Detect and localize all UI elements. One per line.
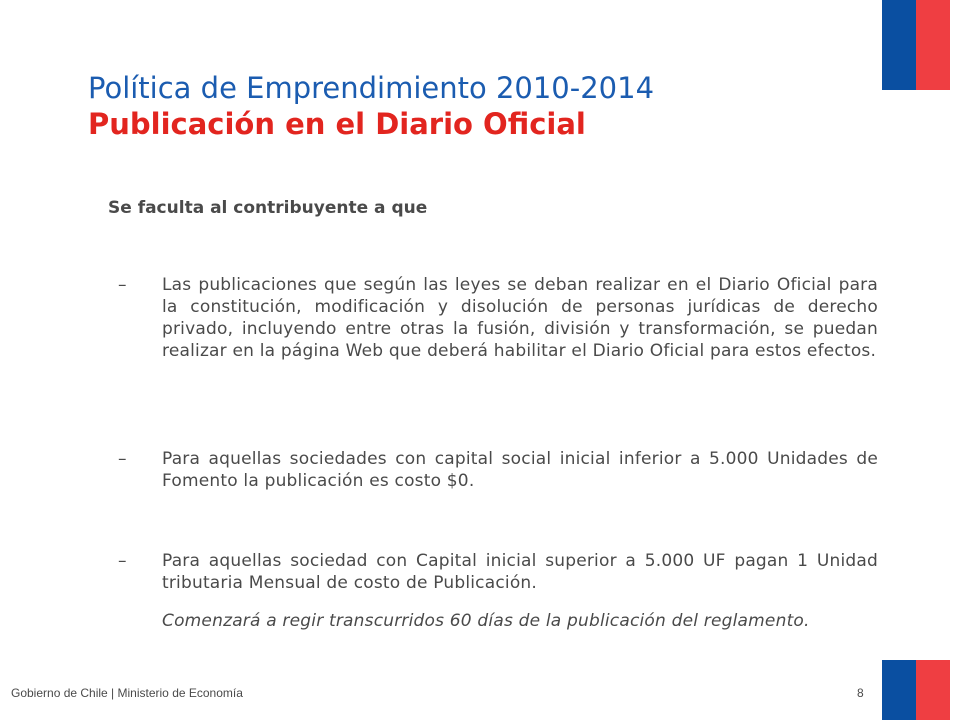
- bullet-text: Para aquellas sociedad con Capital inicial superior a 5.000 UF pagan 1 Unidad tributaria Mensual de costo de Publicación.: [162, 551, 878, 593]
- bullet-dash: –: [118, 449, 127, 469]
- slide-title: Política de Emprendimiento 2010-2014: [88, 71, 655, 105]
- bullet-text: Para aquellas sociedades con capital social inicial inferior a 5.000 Unidades de Fomento la publicación es costo $0.: [162, 449, 878, 491]
- slide-subtitle: Publicación en el Diario Oficial: [88, 107, 586, 141]
- bullet-item: [118, 550, 878, 594]
- bullet-text: Las publicaciones que según las leyes se deban realizar en el Diario Oficial para la constitución, modificación y disolución de personas jurídicas de derecho privado, incluyendo entre otras la fusión, división y transformación, se puedan realizar en la página Web que deberá habilitar el Diario Oficial para estos efectos.: [162, 275, 878, 361]
- bullet-dash: –: [118, 551, 127, 571]
- page-number: 8: [857, 686, 864, 700]
- effective-date-note: Comenzará a regir transcurridos 60 días de la publicación del reglamento.: [162, 611, 810, 631]
- footer-text: Gobierno de Chile | Ministerio de Economía: [11, 686, 243, 700]
- flag-red-stripe: [916, 0, 950, 90]
- chile-flag-bottom: [882, 660, 950, 720]
- chile-flag-top: [882, 0, 950, 90]
- flag-blue-stripe: [882, 660, 916, 720]
- bullet-dash: –: [118, 275, 127, 295]
- slide-title-block: [88, 70, 868, 142]
- bullet-item: [118, 448, 878, 492]
- intro-text: Se faculta al contribuyente a que: [108, 198, 428, 218]
- bullet-item: [118, 274, 878, 362]
- flag-red-stripe: [916, 660, 950, 720]
- flag-blue-stripe: [882, 0, 916, 90]
